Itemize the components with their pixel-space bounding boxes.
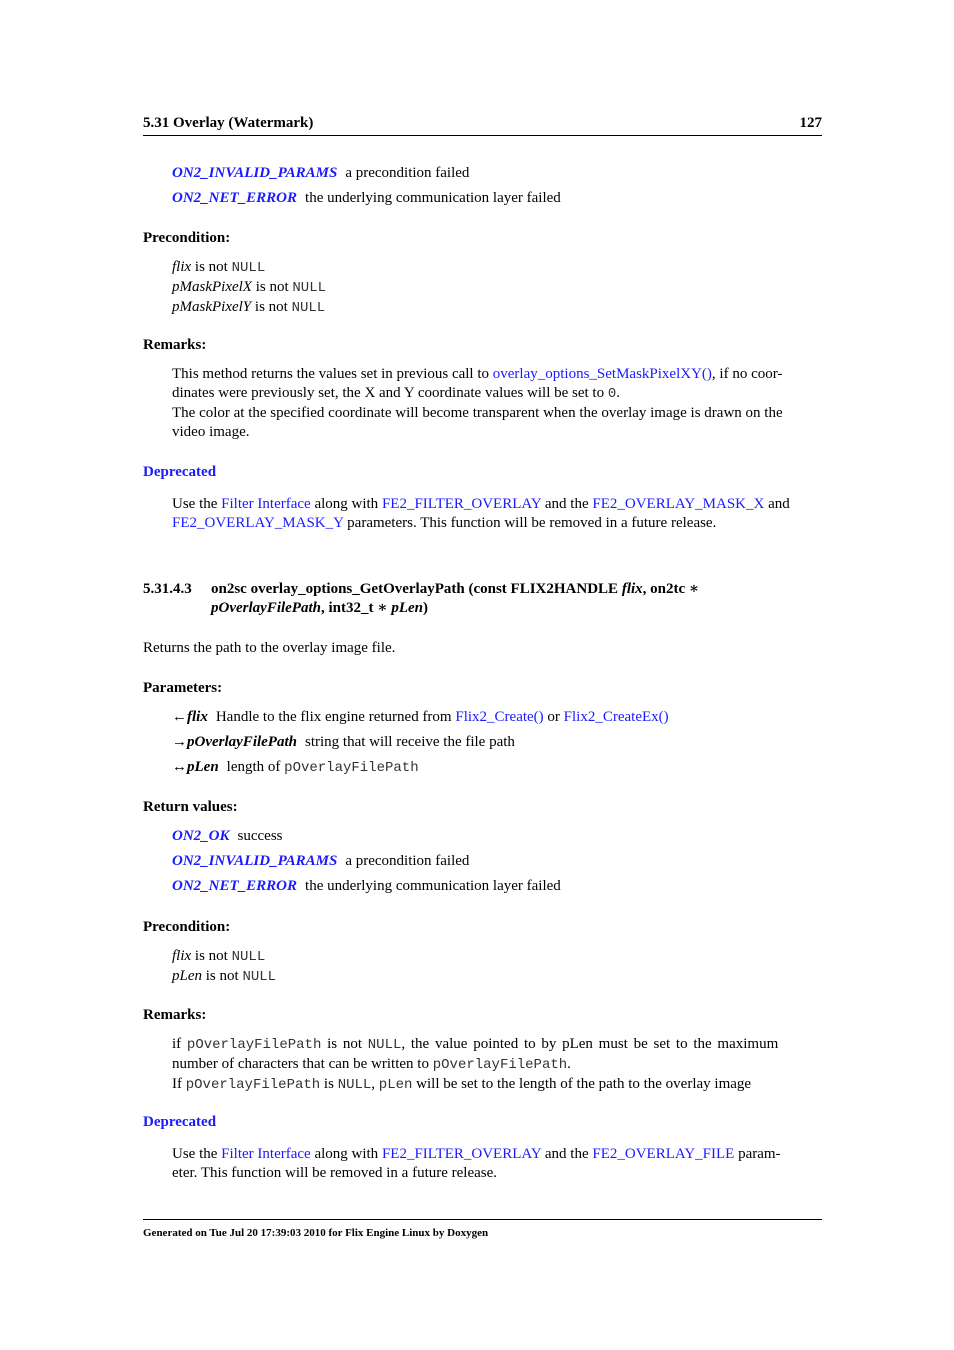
parameter-name: pLen xyxy=(187,759,219,775)
deprecated-body: Use the Filter Interface along with FE2_FILTER_OVERLAY and the FE2_OVERLAY_FILE param- eter. This function will be removed in a future release. xyxy=(172,1146,781,1181)
return-code-link[interactable]: ON2_OK xyxy=(172,828,230,844)
inout-arrow-icon: ↔ xyxy=(172,759,187,775)
parameters-heading: Parameters: xyxy=(143,680,223,696)
footer-rule xyxy=(143,1219,822,1220)
precondition-heading: Precondition: xyxy=(143,230,231,246)
flix2-createex-link[interactable]: Flix2_CreateEx() xyxy=(563,709,669,725)
precondition-heading: Precondition: xyxy=(143,919,231,935)
in-arrow-icon: ← xyxy=(172,709,187,725)
remarks-heading: Remarks: xyxy=(143,337,207,353)
fe2-overlay-mask-y-link[interactable]: FE2_OVERLAY_MASK_Y xyxy=(172,515,344,531)
precondition-line: flix is not NULL xyxy=(172,259,266,276)
return-code-link[interactable]: ON2_INVALID_PARAMS xyxy=(172,165,338,181)
precondition-line: flix is not NULL xyxy=(172,948,266,965)
fe2-filter-overlay-link[interactable]: FE2_FILTER_OVERLAY xyxy=(381,1146,542,1162)
parameter-name: flix xyxy=(187,709,208,725)
page-number: 127 xyxy=(799,115,822,131)
parameter-item: ↔pLen length of pOverlayFilePath xyxy=(172,759,419,776)
function-number: 5.31.4.3 xyxy=(143,581,192,597)
return-code-link[interactable]: ON2_NET_ERROR xyxy=(172,190,298,206)
return-code-link[interactable]: ON2_INVALID_PARAMS xyxy=(172,853,338,869)
return-values-heading: Return values: xyxy=(143,799,238,815)
filter-interface-link[interactable]: Filter Interface xyxy=(221,496,311,512)
return-code-desc: a precondition failed xyxy=(345,165,470,181)
return-value-item xyxy=(172,164,822,183)
section-title: 5.31 Overlay (Watermark) xyxy=(143,115,314,131)
return-value-item: ON2_OK success xyxy=(172,828,283,844)
return-value-item xyxy=(172,189,822,208)
parameter-name: pOverlayFilePath xyxy=(187,734,297,750)
fe2-overlay-mask-x-link[interactable]: FE2_OVERLAY_MASK_X xyxy=(592,496,765,512)
return-code-link[interactable]: ON2_NET_ERROR xyxy=(172,878,298,894)
precondition-line: pLen is not NULL xyxy=(172,968,277,985)
precondition-line: pMaskPixelX is not NULL xyxy=(172,279,327,296)
header-rule xyxy=(143,135,822,136)
deprecated-body: Use the Filter Interface along with FE2_FILTER_OVERLAY and the FE2_OVERLAY_MASK_X and FE2_OVERLAY_MASK_Y parameters. This function will be removed in a future release. xyxy=(172,496,790,531)
deprecated-heading-link[interactable]: Deprecated xyxy=(143,464,217,480)
function-brief: Returns the path to the overlay image file. xyxy=(143,640,396,656)
remarks-body: This method returns the values set in previous call to overlay_options_SetMaskPixelXY(), if no coor- dinates were previously set, the X and Y coordinate values will be set to 0. The color at the specified coordinate will become transparent when the overlay image is drawn on the video image. xyxy=(172,366,783,440)
fe2-overlay-file-link[interactable]: FE2_OVERLAY_FILE xyxy=(592,1146,735,1162)
filter-interface-link[interactable]: Filter Interface xyxy=(221,1146,311,1162)
parameter-item: ←flix Handle to the flix engine returned from Flix2_Create() or Flix2_CreateEx() xyxy=(172,709,669,725)
page-footer: Generated on Tue Jul 20 17:39:03 2010 for Flix Engine Linux by Doxygen xyxy=(143,1227,489,1239)
remarks-heading: Remarks: xyxy=(143,1007,207,1023)
flix2-create-link[interactable]: Flix2_Create() xyxy=(455,709,544,725)
function-signature: on2sc overlay_options_GetOverlayPath (const FLIX2HANDLE flix, on2tc ∗ pOverlayFilePath, int32_t ∗ pLen) xyxy=(211,581,700,616)
return-value-item: ON2_NET_ERROR the underlying communication layer failed xyxy=(172,878,561,894)
fe2-filter-overlay-link[interactable]: FE2_FILTER_OVERLAY xyxy=(381,496,542,512)
set-mask-pixel-link[interactable]: overlay_options_SetMaskPixelXY() xyxy=(492,366,712,382)
return-value-item: ON2_INVALID_PARAMS a precondition failed xyxy=(172,853,470,869)
precondition-line: pMaskPixelY is not NULL xyxy=(172,299,326,316)
out-arrow-icon: → xyxy=(172,734,187,750)
return-code-desc: the underlying communication layer failed xyxy=(305,190,561,206)
precondition-list xyxy=(172,258,822,318)
precondition-list xyxy=(172,947,822,987)
parameter-item: →pOverlayFilePath string that will receive the file path xyxy=(172,734,515,750)
deprecated-heading-link[interactable]: Deprecated xyxy=(143,1114,217,1130)
remarks-body: if pOverlayFilePath is not NULL, the value pointed to by pLen must be set to the maximum number of characters that can be written to pOverlayFilePath. If pOverlayFilePath is NULL, pLen will be set to the length of the path to the overlay image xyxy=(172,1036,779,1093)
page-header xyxy=(143,114,822,133)
